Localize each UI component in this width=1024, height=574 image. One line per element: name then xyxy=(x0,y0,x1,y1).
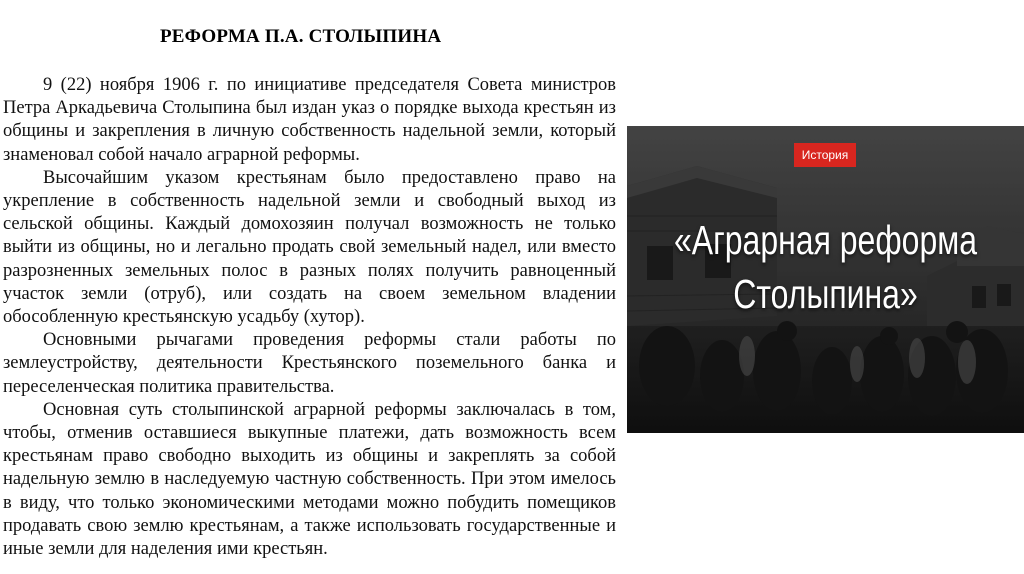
paragraph-1: 9 (22) ноября 1906 г. по инициативе председателя Совета министров Петра Аркадьевича Столыпина был издан указ о порядке выхода крестьян из общины и закрепления в личную собственность надельной земли, который знаменовал собой начало аграрной реформы. xyxy=(3,75,616,165)
paragraph-2: Высочайшим указом крестьянам было предоставлено право на укрепление в собственность надельной земли и свободный выход из сельской общины. Каждый домохозяин получал возможность не только выйти из общины, но и легально продать свой земельный надел, или вместо разрозненных земельных полос в разных полях получить равноценный участок земли (отруб), или создать на своем земельном владении обособленную крестьянскую усадьбу (хутор). xyxy=(3,167,616,328)
paragraph-4: Основная суть столыпинской аграрной реформы заключалась в том, чтобы, отменив оставшиеся выкупные платежи, дать возможность всем крестьянам право свободно выходить из общины и закреплять за собой надельную землю в наследуемую частную собственность. При этом имелось в виду, что только экономическими методами можно побудить помещиков продавать свою землю крестьянам, а также использовать государственные и иные земли для наделения ими крестьян. xyxy=(3,399,616,560)
image-caption-line-2: Столыпина» xyxy=(733,271,918,317)
slide-body-text xyxy=(3,74,616,561)
image-caption-line-1: «Аграрная реформа xyxy=(673,217,978,263)
video-thumbnail[interactable] xyxy=(627,126,1024,433)
category-badge: История xyxy=(794,143,856,167)
slide-title: РЕФОРМА П.А. СТОЛЫПИНА xyxy=(160,26,442,47)
paragraph-3: Основными рычагами проведения реформы стали работы по землеустройству, деятельности Крестьянского поземельного банка и переселенческая политика правительства. xyxy=(3,330,616,397)
